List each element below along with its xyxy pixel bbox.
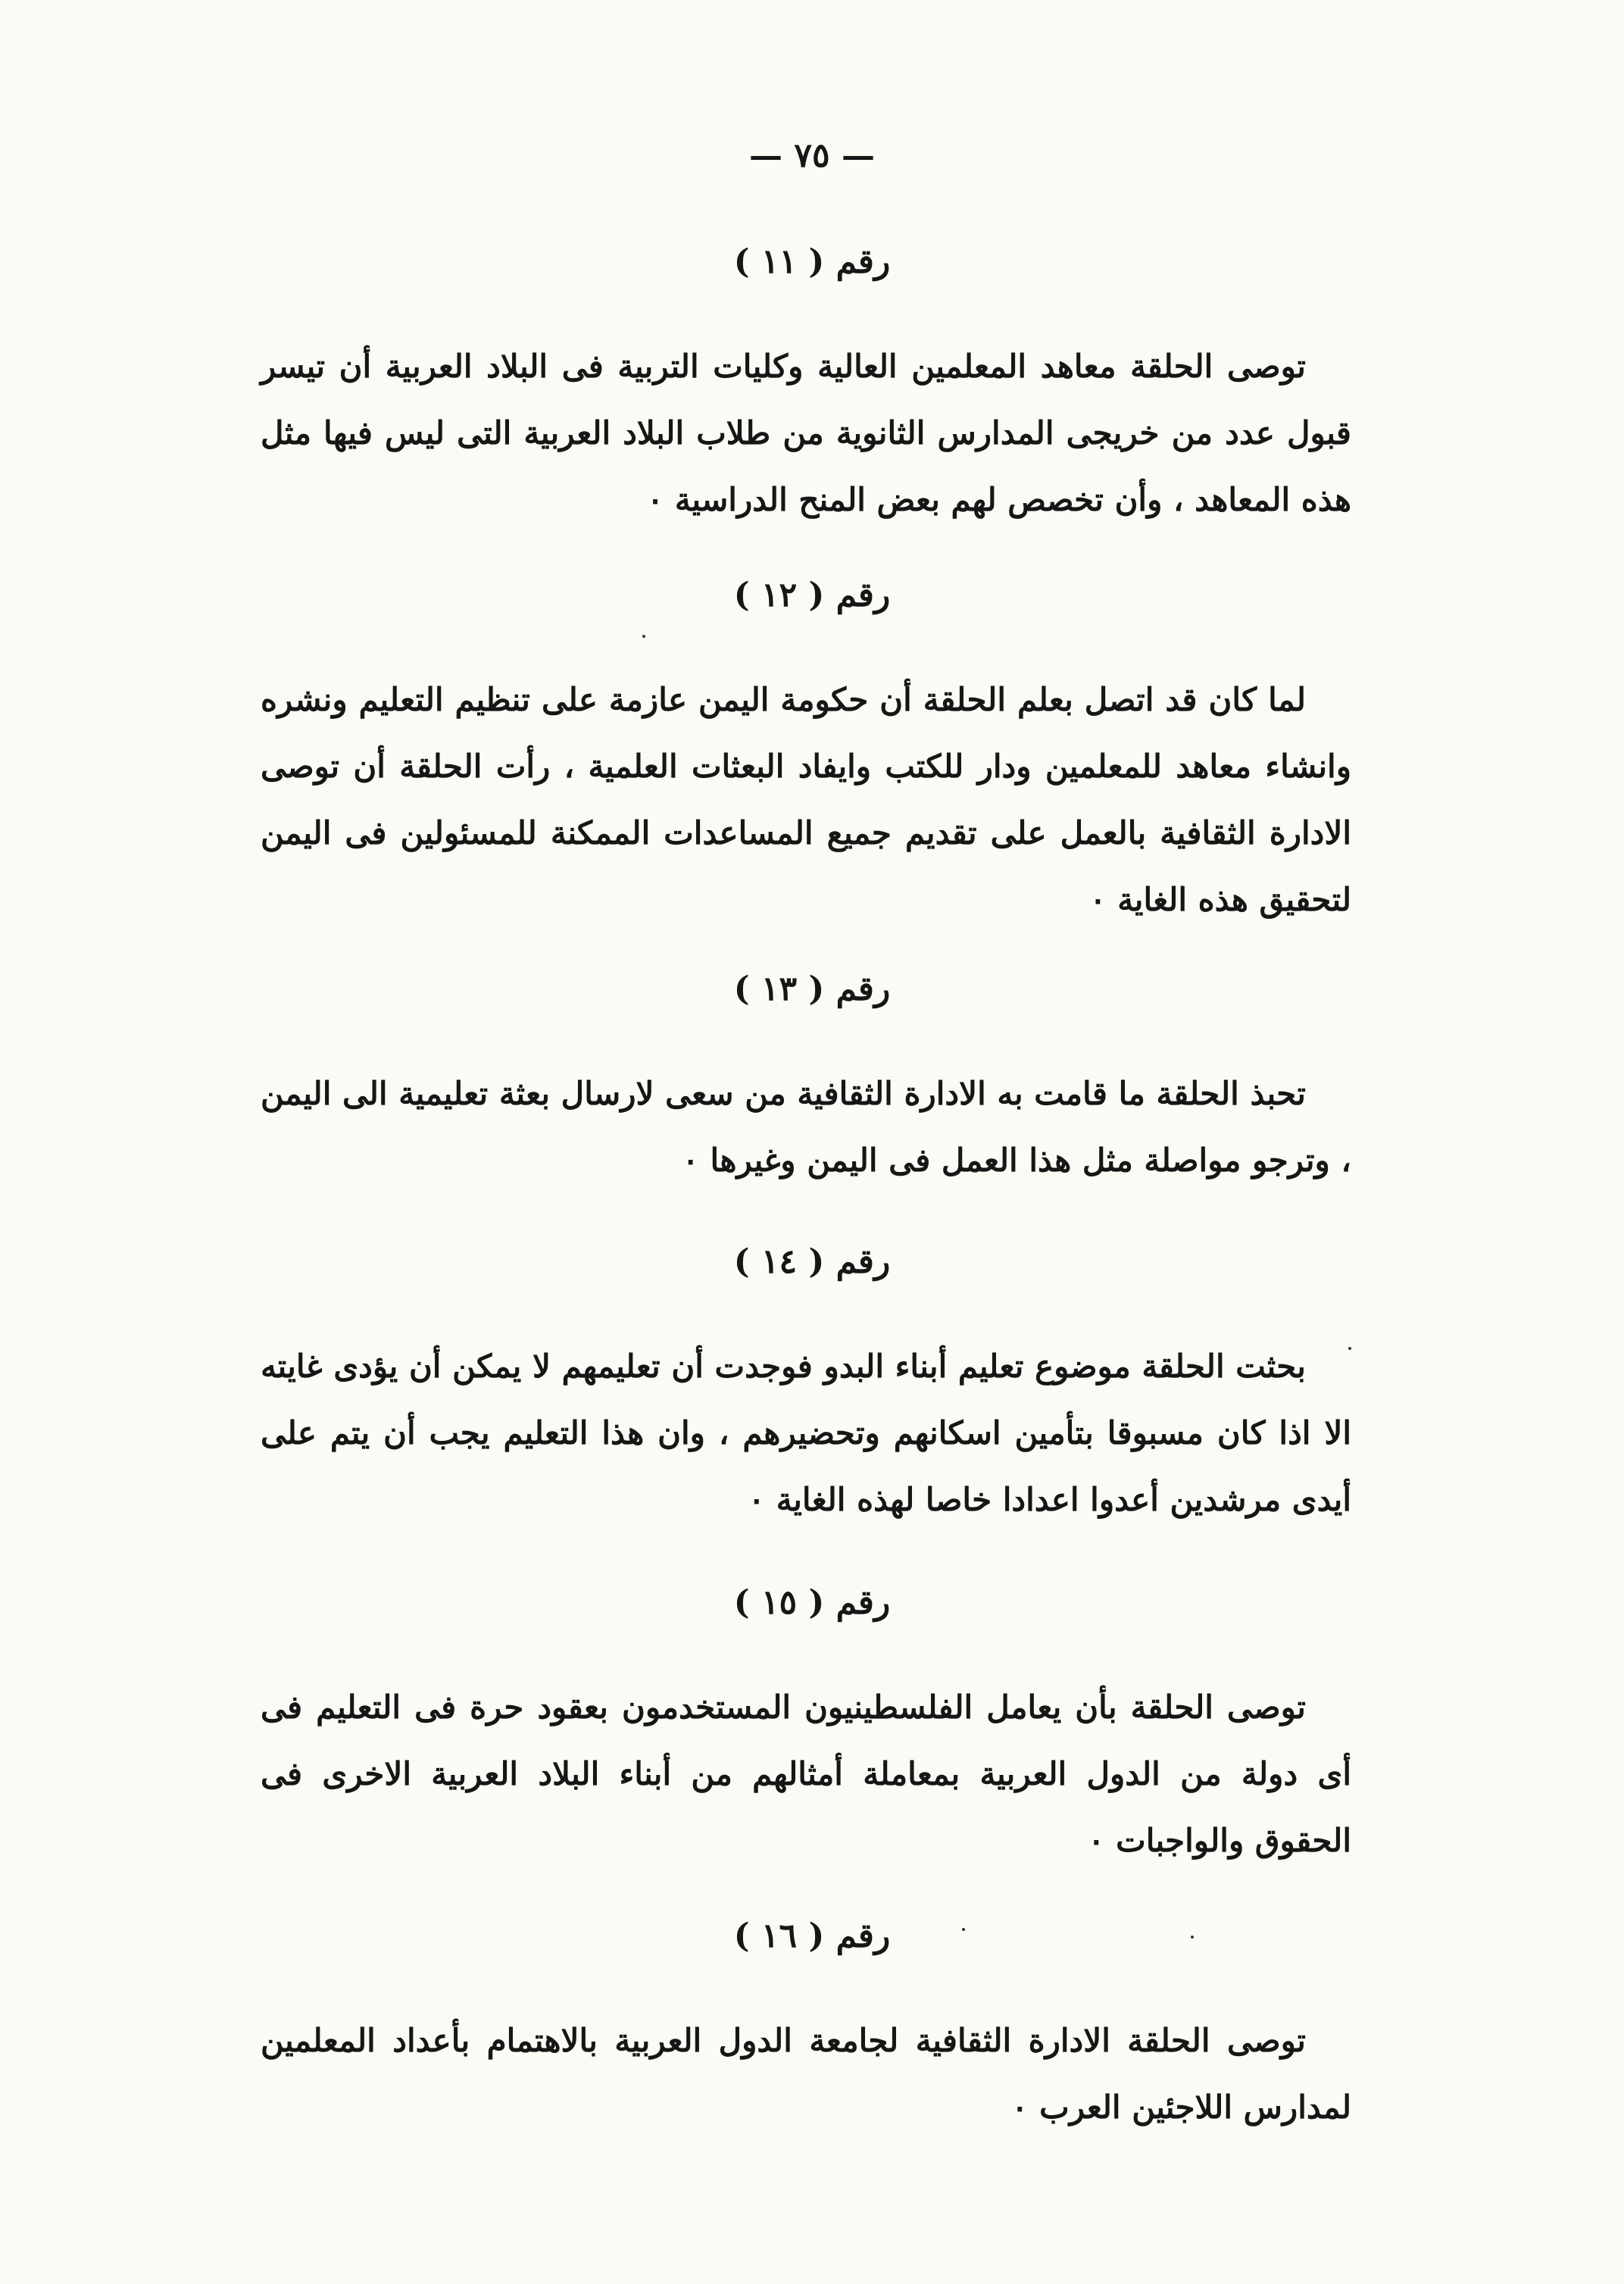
section-heading-13: رقم ( ١٣ ) bbox=[733, 970, 891, 1008]
section-text-11: توصى الحلقة معاهد المعلمين العالية وكليات التربية فى البلاد العربية أن تيسر قبول عدد من خريجى المدارس الثانوية من طلاب البلاد العربية التى ليس فيها مثل هذه المعاهد ، وأن تخصص لهم بعض المنح الدراسية ٠ bbox=[261, 348, 1351, 518]
scan-speck bbox=[962, 1928, 965, 1931]
page-number: — ٧٥ — bbox=[749, 136, 875, 175]
section-text-13: تحبذ الحلقة ما قامت به الادارة الثقافية من سعى لارسال بعثة تعليمية الى اليمن ، وترجو مواصلة مثل هذا العمل فى اليمن وغيرها ٠ bbox=[261, 1075, 1351, 1179]
section-heading-12: رقم ( ١٢ ) bbox=[733, 576, 891, 614]
section-heading-14: رقم ( ١٤ ) bbox=[733, 1242, 891, 1281]
section-text-12: لما كان قد اتصل بعلم الحلقة أن حكومة اليمن عازمة على تنظيم التعليم ونشره وانشاء معاهد للمعلمين ودار للكتب وايفاد البعثات العلمية ، رأت الحلقة أن توصى الادارة الثقافية بالعمل على تقديم جميع المساعدات الممكنة للمسئولين فى اليمن لتحقيق هذه الغاية ٠ bbox=[261, 681, 1351, 918]
scan-speck bbox=[642, 635, 645, 638]
scan-speck bbox=[1191, 1936, 1194, 1939]
section-heading-16: رقم ( ١٦ ) bbox=[733, 1917, 891, 1955]
scan-speck bbox=[1348, 1347, 1351, 1350]
section-heading-15: رقم ( ١٥ ) bbox=[733, 1583, 891, 1622]
section-text-15: توصى الحلقة بأن يعامل الفلسطينيون المستخدمون بعقود حرة فى التعليم فى أى دولة من الدول العربية بمعاملة أمثالهم من أبناء البلاد العربية الاخرى فى الحقوق والواجبات ٠ bbox=[261, 1689, 1351, 1859]
section-text-14: بحثت الحلقة موضوع تعليم أبناء البدو فوجدت أن تعليمهم لا يمكن أن يؤدى غايته الا اذا كان مسبوقا بتأمين اسكانهم وتحضيرهم ، وان هذا التعليم يجب أن يتم على أيدى مرشدين أعدوا اعدادا خاصا لهذه الغاية ٠ bbox=[261, 1348, 1351, 1518]
section-text-16: توصى الحلقة الادارة الثقافية لجامعة الدول العربية بالاهتمام بأعداد المعلمين لمدارس اللاجئين العرب ٠ bbox=[261, 2022, 1351, 2126]
section-heading-11: رقم ( ١١ ) bbox=[733, 242, 891, 281]
